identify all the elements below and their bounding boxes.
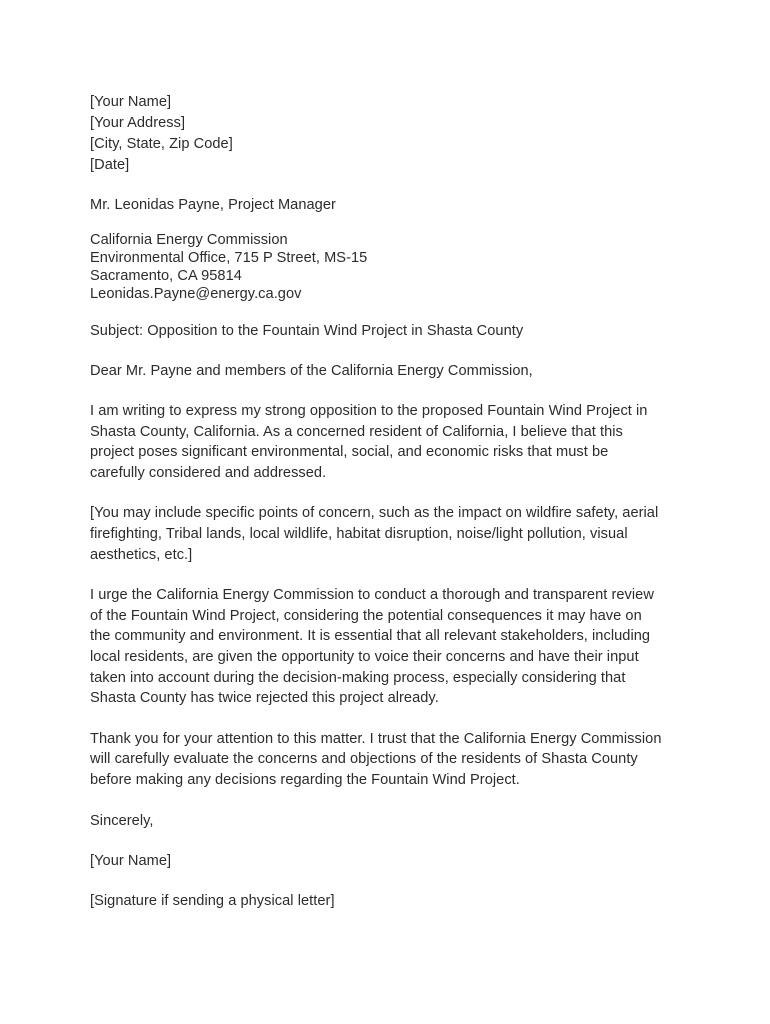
paragraph-line: Shasta County has twice rejected this project already. (90, 690, 439, 707)
paragraph-line: will carefully evaluate the concerns and objections of the residents of Shasta County (90, 751, 638, 768)
paragraph-request (90, 585, 690, 709)
recipient-email: Leonidas.Payne@energy.ca.gov (90, 286, 302, 302)
recipient-city: Sacramento, CA 95814 (90, 268, 242, 284)
paragraph-line: the community and environment. It is essential that all relevant stakeholders, including (90, 628, 651, 645)
paragraph-line: firefighting, Tribal lands, local wildlife, habitat disruption, noise/light pollution, visual (90, 525, 628, 542)
sender-block (90, 92, 690, 176)
recipient-name-title: Mr. Leonidas Payne, Project Manager (90, 197, 336, 213)
closing: Sincerely, (90, 812, 154, 829)
paragraph-thanks (90, 729, 690, 791)
paragraph-line: Shasta County, California. As a concerned resident of California, I believe that this (90, 423, 623, 440)
paragraph-opposition (90, 401, 690, 483)
sender-name: [Your Name] (90, 94, 172, 110)
paragraph-line: carefully considered and addressed. (90, 464, 327, 481)
paragraph-line: before making any decisions regarding the Fountain Wind Project. (90, 771, 520, 788)
paragraph-line: of the Fountain Wind Project, considering the potential consequences it may have on (90, 607, 642, 624)
paragraph-line: Thank you for your attention to this matter. I trust that the California Energy Commission (90, 730, 662, 747)
paragraph-line: local residents, are given the opportunity to voice their concerns and have their input (90, 648, 639, 665)
sender-city-state-zip: [City, State, Zip Code] (90, 136, 233, 152)
recipient-address-block (90, 231, 690, 303)
paragraph-line: I am writing to express my strong opposition to the proposed Fountain Wind Project in (90, 403, 648, 419)
recipient-office: Environmental Office, 715 P Street, MS-15 (90, 250, 368, 266)
letter-date: [Date] (90, 157, 130, 173)
paragraph-line: aesthetics, etc.] (90, 546, 193, 563)
paragraph-line: I urge the California Energy Commission to conduct a thorough and transparent review (90, 587, 654, 604)
signature-note: [Signature if sending a physical letter] (90, 892, 335, 909)
paragraph-line: taken into account during the decision-making process, especially considering that (90, 669, 626, 686)
sender-address: [Your Address] (90, 115, 186, 131)
letter-body (90, 92, 690, 911)
paragraph-line: [You may include specific points of concern, such as the impact on wildfire safety, aerial (90, 505, 659, 522)
recipient-organization: California Energy Commission (90, 232, 288, 248)
paragraph-concerns (90, 503, 690, 565)
subject-line: Subject: Opposition to the Fountain Wind Project in Shasta County (90, 323, 524, 339)
paragraph-line: project poses significant environmental, social, and economic risks that must be (90, 444, 609, 461)
greeting: Dear Mr. Payne and members of the California Energy Commission, (90, 363, 533, 379)
closing-name: [Your Name] (90, 852, 172, 869)
